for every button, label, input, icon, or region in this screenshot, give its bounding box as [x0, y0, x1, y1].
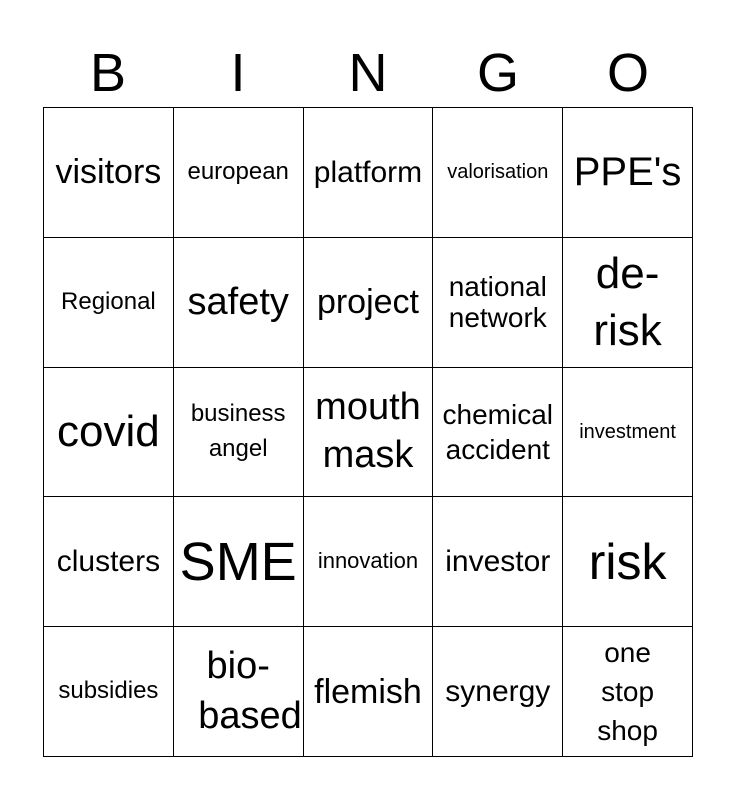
bingo-cell[interactable] [304, 108, 434, 238]
bingo-cell[interactable] [563, 368, 693, 498]
cell-text: investor [445, 544, 551, 578]
cell-text: subsidies [58, 677, 159, 705]
bingo-cell[interactable] [433, 238, 563, 368]
bingo-cell[interactable] [304, 627, 434, 757]
bingo-cell[interactable] [304, 238, 434, 368]
bingo-cell[interactable] [174, 368, 304, 498]
bingo-cell[interactable] [174, 627, 304, 757]
cell-text: european [187, 157, 289, 185]
bingo-cell[interactable] [563, 108, 693, 238]
bingo-cell[interactable] [433, 627, 563, 757]
cell-text: flemish [314, 672, 422, 711]
bingo-header [43, 40, 693, 106]
bingo-cell[interactable] [304, 497, 434, 627]
cell-text: business angel [190, 400, 286, 462]
cell-text: visitors [55, 153, 162, 192]
bingo-cell[interactable] [433, 368, 563, 498]
cell-text: PPE's [573, 150, 682, 194]
cell-text: Regional [61, 287, 156, 315]
cell-text: covid [57, 407, 160, 457]
cell-text: safety [187, 280, 289, 323]
header-letter-n: N [348, 43, 388, 103]
cell-text: de-risk [593, 249, 662, 356]
cell-text: bio-based [198, 645, 302, 737]
cell-text: risk [588, 533, 667, 590]
cell-text: innovation [317, 548, 419, 574]
bingo-cell[interactable] [563, 627, 693, 757]
cell-text: mouth mask [315, 386, 421, 476]
bingo-cell[interactable] [563, 497, 693, 627]
bingo-board [43, 107, 693, 757]
cell-text: investment [579, 420, 676, 443]
bingo-cell[interactable] [174, 497, 304, 627]
cell-text: one stop shop [597, 636, 658, 747]
bingo-cell[interactable] [174, 108, 304, 238]
bingo-cell[interactable] [433, 108, 563, 238]
cell-text: SME [179, 531, 297, 592]
bingo-cell[interactable] [304, 368, 434, 498]
bingo-cell[interactable] [433, 497, 563, 627]
cell-text: synergy [445, 674, 551, 708]
bingo-cell[interactable] [44, 238, 174, 368]
bingo-cell[interactable] [563, 238, 693, 368]
cell-text: platform [313, 155, 423, 189]
bingo-cell[interactable] [44, 497, 174, 627]
header-letter-o: O [606, 43, 649, 103]
cell-text: national network [448, 270, 547, 334]
header-letter-i: I [230, 43, 246, 103]
cell-text: project [316, 283, 420, 322]
bingo-cell[interactable] [44, 368, 174, 498]
cell-text: chemical accident [442, 398, 554, 465]
bingo-cell[interactable] [44, 108, 174, 238]
cell-text: valorisation [447, 161, 549, 184]
header-letter-g: G [476, 43, 519, 103]
cell-text: clusters [56, 544, 161, 578]
bingo-cell[interactable] [44, 627, 174, 757]
header-letter-b: B [89, 43, 127, 103]
bingo-cell[interactable] [174, 238, 304, 368]
